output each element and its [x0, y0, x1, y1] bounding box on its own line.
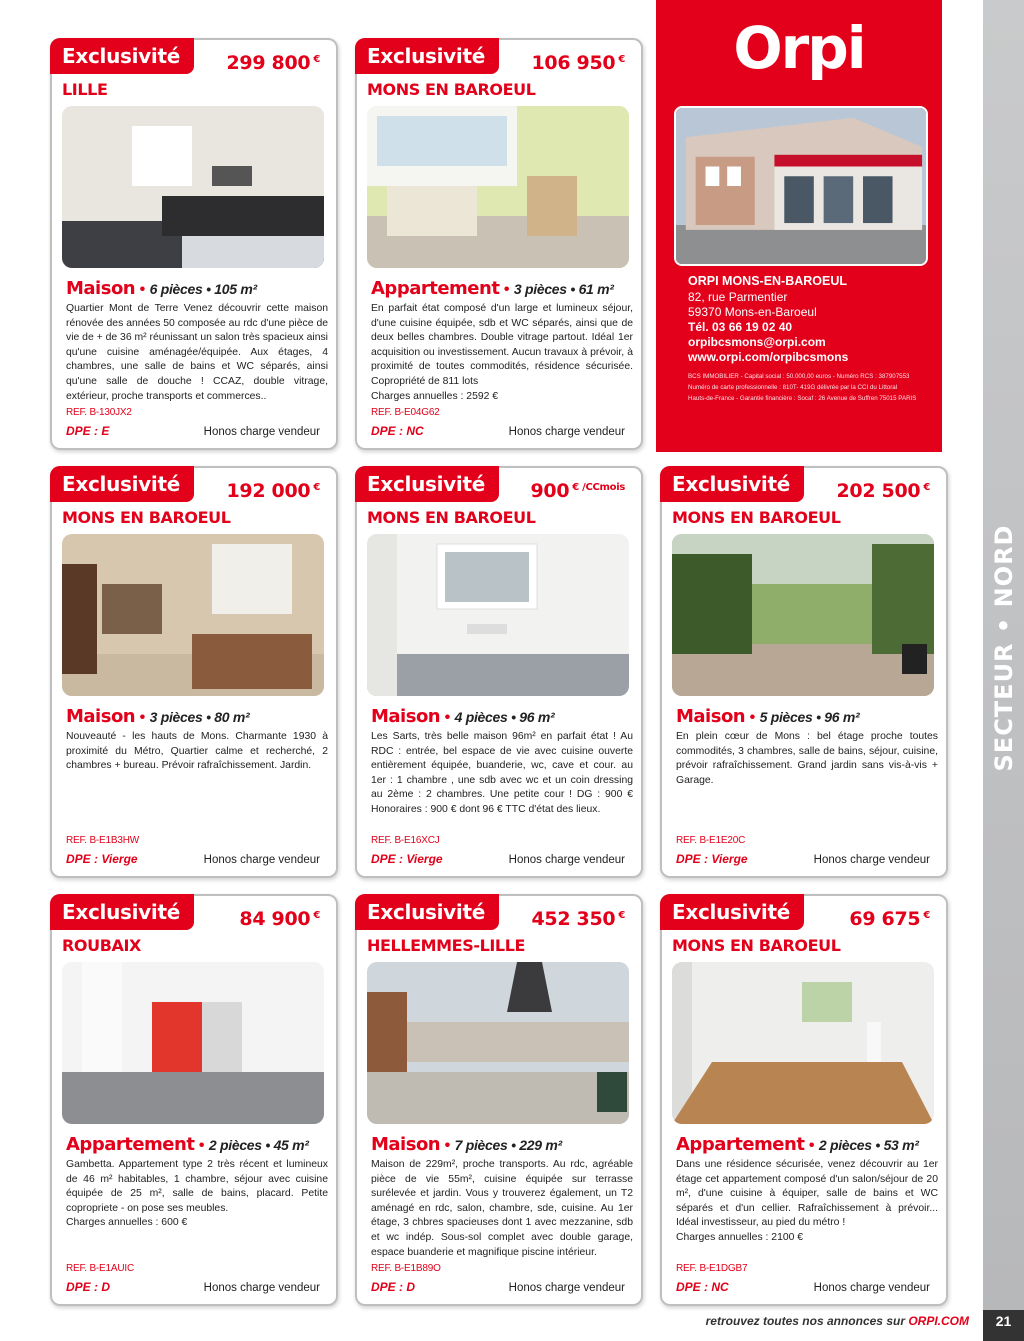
orpi-logo: Orpi: [733, 14, 865, 82]
listing-fees: Honos charge vendeur: [203, 426, 320, 438]
listing-price: 192 000 €: [226, 480, 320, 502]
listing-ref: REF. B-E1DGB7: [676, 1263, 748, 1274]
listing-photo[interactable]: [672, 962, 934, 1124]
listing-currency: €: [313, 54, 320, 65]
listing-price: 452 350 €: [531, 908, 625, 930]
listing-price: 84 900 €: [239, 908, 320, 930]
listing-description: Maison de 229m², proche transports. Au rdc, agréable pièce de vie 55m², cuisine équipée sur terrasse surélevée et jardin. Vous y trouverez également, un T2 aménagé en rdc, salon, chambre, sde, cuisine. Au 1er étage, 3 chbres spacieuses dont 1 avec mezzanine, sdb et wc indép. Sous-sol complet avec double garage, espace buanderie et magnifique piscine intérieur.: [371, 1159, 633, 1258]
listing-city: MONS EN BAROEUL: [672, 936, 841, 955]
exclusivity-badge: Exclusivité: [50, 466, 194, 502]
listing-currency: €: [313, 482, 320, 493]
listing-fees: Honos charge vendeur: [203, 1282, 320, 1294]
agency-legal-3: Hauts-de-France - Garantie financière : Socaf : 26 Avenue de Suffren 75015 PARIS: [688, 395, 917, 402]
listing-ref: REF. B-E1B89O: [371, 1263, 441, 1274]
agency-photo: [674, 106, 928, 266]
listing-charges: Charges annuelles : 2100 €: [676, 1231, 804, 1243]
listing-card[interactable]: [355, 466, 643, 878]
listing-city: MONS EN BAROEUL: [367, 508, 536, 527]
agency-address: 82, rue Parmentier: [688, 290, 788, 304]
property-type: Maison: [66, 278, 136, 299]
listing-price: 900 $^{€ /CCmois}$: [530, 480, 625, 502]
listing-city: MONS EN BAROEUL: [672, 508, 841, 527]
listing-fees: Honos charge vendeur: [508, 426, 625, 438]
listing-ref: REF. B-E1AUIC: [66, 1263, 134, 1274]
agency-website[interactable]: www.orpi.com/orpibcsmons: [688, 350, 849, 364]
listing-dpe: DPE : Vierge: [676, 852, 748, 866]
footer-text: retrouvez toutes nos annonces sur ORPI.COM: [705, 1314, 969, 1328]
listing-headline: Appartement • 2 pièces • 53 m²: [676, 1134, 919, 1155]
sector-label: SECTEUR • NORD: [990, 524, 1018, 772]
listing-price: 202 500 €: [836, 480, 930, 502]
listing-currency: €: [618, 910, 625, 921]
agency-legal-2: Numéro de carte professionnelle : 810T- 419G délivrée par la CCI du Littoral: [688, 384, 898, 391]
listing-photo[interactable]: [367, 962, 629, 1124]
listing-headline: Maison • 6 pièces • 105 m²: [66, 278, 257, 299]
listing-description: En plein cœur de Mons : bel étage proche toutes commodités, 3 chambres, salle de bains, séjour, cuisine, prévoir rafraîchissement. Grand jardin sans vis-à-vis + Garage.: [676, 731, 938, 786]
exclusivity-badge: Exclusivité: [355, 466, 499, 502]
exclusivity-badge: Exclusivité: [50, 894, 194, 930]
listing-currency: €: [618, 54, 625, 65]
listing-description: Gambetta. Appartement type 2 très récent et lumineux de 46 m² habitables, 1 chambre, séjour avec cuisine équipée de 25 m², salle de bains, placard. Petite copropriete - on pose ses meubles. Charges annuelles : 600 €: [66, 1158, 328, 1231]
listing-city: MONS EN BAROEUL: [62, 508, 231, 527]
listing-card[interactable]: [355, 38, 643, 450]
exclusivity-badge: Exclusivité: [660, 466, 804, 502]
listing-price: 299 800 €: [226, 52, 320, 74]
exclusivity-badge: Exclusivité: [50, 38, 194, 74]
property-type: Maison: [371, 1134, 441, 1155]
listing-city: MONS EN BAROEUL: [367, 80, 536, 99]
property-type: Appartement: [371, 278, 500, 299]
agency-legal-1: BCS IMMOBILIER - Capital social : 50.000,00 euros - Numéro RCS : 387907553: [688, 373, 910, 380]
property-specs: 6 pièces • 105 m²: [149, 281, 257, 297]
listing-headline: Maison • 7 pièces • 229 m²: [371, 1134, 562, 1155]
listing-photo[interactable]: [367, 106, 629, 268]
property-specs: 5 pièces • 96 m²: [759, 709, 860, 725]
listing-description: Quartier Mont de Terre Venez découvrir cette maison rénovée des années 50 composée au rdc d'une pièce de vie de + de 36 m² réunissant un salon très spacieux ainsi qu'une cuisine aménagée/équipée. Aux étages, 4 chambres, une salle de bains et WC séparés, ainsi qu'une salle de douche ! CCAZ, double vitrage, extérieur, proche transports et commerces..: [66, 303, 328, 402]
listing-card[interactable]: [50, 894, 338, 1306]
property-type: Maison: [371, 706, 441, 727]
listing-ref: REF. B-E1B3HW: [66, 835, 139, 846]
exclusivity-badge: Exclusivité: [355, 894, 499, 930]
listing-card[interactable]: [660, 466, 948, 878]
exclusivity-badge: Exclusivité: [660, 894, 804, 930]
exclusivity-badge: Exclusivité: [355, 38, 499, 74]
listing-ref: REF. B-130JX2: [66, 407, 132, 418]
property-type: Appartement: [66, 1134, 195, 1155]
listing-currency: €: [313, 910, 320, 921]
listing-photo[interactable]: [62, 534, 324, 696]
listing-city: ROUBAIX: [62, 936, 141, 955]
listing-description: Les Sarts, très belle maison 96m² en parfait état ! Au RDC : entrée, bel espace de vie avec cuisine ouverte entièrement équipée, buanderie, wc, cave et cour. au 1er : 1 chambre , une sdb avec wc et un coin dressing au 2ème : 2 chambres. Une petite cour ! DG : 900 € Honoraires : 900 € dont 96 € TTC d'état des lieux.: [371, 731, 633, 815]
listing-photo[interactable]: [62, 962, 324, 1124]
listing-card[interactable]: [50, 466, 338, 878]
property-specs: 2 pièces • 45 m²: [208, 1137, 309, 1153]
property-type: Maison: [66, 706, 136, 727]
listing-ref: REF. B-E16XCJ: [371, 835, 440, 846]
listing-fees: Honos charge vendeur: [508, 1282, 625, 1294]
property-specs: 7 pièces • 229 m²: [454, 1137, 562, 1153]
listing-dpe: DPE : NC: [676, 1280, 729, 1294]
listing-price: 69 675 €: [849, 908, 930, 930]
listing-headline: Maison • 4 pièces • 96 m²: [371, 706, 555, 727]
property-type: Appartement: [676, 1134, 805, 1155]
listing-photo[interactable]: [367, 534, 629, 696]
listing-description: Nouveauté - les hauts de Mons. Charmante 1930 à proximité du Métro, Quartier calme et recherché, 2 chambres + bureau. Prévoir rafraîchissement. Jardin.: [66, 731, 328, 772]
agency-email[interactable]: orpibcsmons@orpi.com: [688, 335, 826, 349]
listing-headline: Maison • 5 pièces • 96 m²: [676, 706, 860, 727]
listing-headline: Appartement • 2 pièces • 45 m²: [66, 1134, 309, 1155]
listing-ref: REF. B-E04G62: [371, 407, 440, 418]
listing-fees: Honos charge vendeur: [203, 854, 320, 866]
listing-ref: REF. B-E1E20C: [676, 835, 746, 846]
listing-charges: Charges annuelles : 2592 €: [371, 390, 499, 402]
listing-dpe: DPE : D: [66, 1280, 111, 1294]
agency-phone[interactable]: Tél. 03 66 19 02 40: [688, 320, 793, 334]
listing-card[interactable]: [355, 894, 643, 1306]
agency-panel: [656, 0, 942, 452]
agency-city: 59370 Mons-en-Baroeul: [688, 305, 817, 319]
listing-fees: Honos charge vendeur: [813, 854, 930, 866]
listing-dpe: DPE : D: [371, 1280, 416, 1294]
listing-photo[interactable]: [672, 534, 934, 696]
listing-currency: €: [923, 482, 930, 493]
listing-city: HELLEMMES-LILLE: [367, 936, 526, 955]
listing-dpe: DPE : E: [66, 424, 110, 438]
property-specs: 4 pièces • 96 m²: [454, 709, 555, 725]
listing-currency: € /CCmois: [572, 482, 625, 493]
listing-dpe: DPE : Vierge: [371, 852, 443, 866]
listing-photo[interactable]: [62, 106, 324, 268]
property-specs: 2 pièces • 53 m²: [818, 1137, 919, 1153]
listing-headline: Appartement • 3 pièces • 61 m²: [371, 278, 614, 299]
listing-fees: Honos charge vendeur: [813, 1282, 930, 1294]
listing-price: 106 950 €: [531, 52, 625, 74]
listing-fees: Honos charge vendeur: [508, 854, 625, 866]
property-type: Maison: [676, 706, 746, 727]
agency-name: ORPI MONS-EN-BAROEUL: [688, 274, 848, 288]
listing-description: En parfait état composé d'un large et lumineux séjour, d'une cuisine équipée, sdb et WC séparés, ainsi que de deux belles chambres. Double vitrage partout. Idéal 1er acquisition ou investissement. Aucun travaux à prévoir, à proximité de toutes commodités, résidence sécurisée. Copropriété de 811 lots Charges annuelles : 2592 €: [371, 302, 633, 404]
listing-charges: Charges annuelles : 600 €: [66, 1217, 188, 1229]
property-specs: 3 pièces • 61 m²: [513, 281, 614, 297]
listing-headline: Maison • 3 pièces • 80 m²: [66, 706, 250, 727]
page-number: 21: [983, 1310, 1024, 1341]
listing-currency: €: [923, 910, 930, 921]
footer-brand-link[interactable]: ORPI.COM: [908, 1314, 969, 1328]
listing-city: LILLE: [62, 80, 108, 99]
property-specs: 3 pièces • 80 m²: [149, 709, 250, 725]
listing-dpe: DPE : NC: [371, 424, 424, 438]
listing-card[interactable]: [660, 894, 948, 1306]
listing-card[interactable]: [50, 38, 338, 450]
listing-description: Dans une résidence sécurisée, venez découvrir au 1er étage cet appartement composé d'un salon/séjour de 20 m², d'une cuisine à équiper, salle de bains et WC séparés et d'un cellier. Rafraîchissement à prévoir... Idéal investisseur, au pied du métro ! Charges annuelles : 2100 €: [676, 1158, 938, 1246]
listing-dpe: DPE : Vierge: [66, 852, 138, 866]
